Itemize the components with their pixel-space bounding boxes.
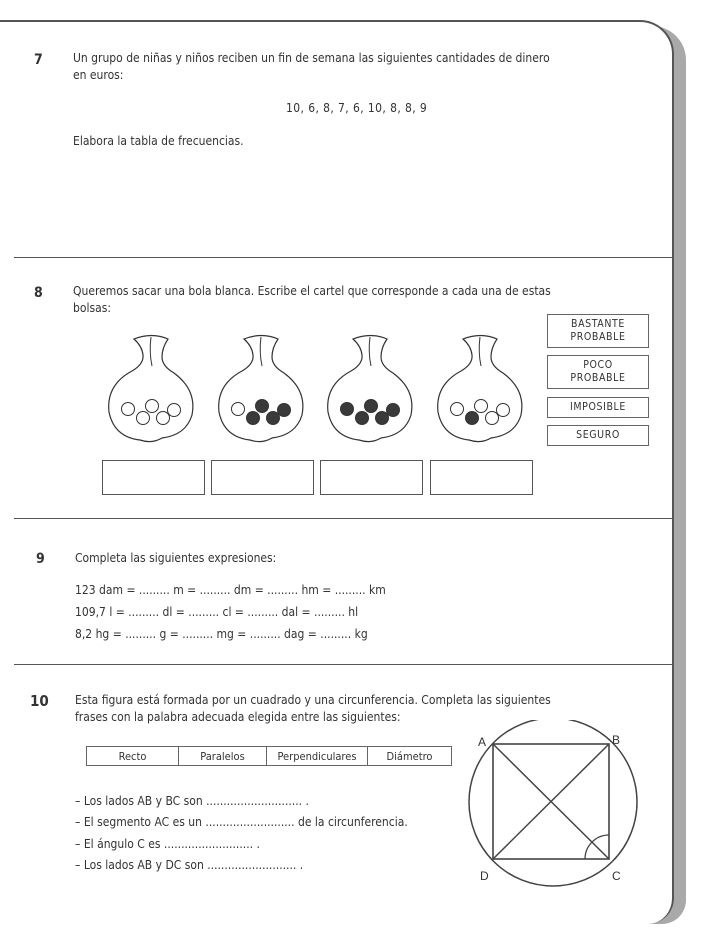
answer-box-1[interactable] [102,460,205,495]
bag-outline [328,336,412,442]
expression-row-3: 8,2 hg = ......... g = ......... mg = ......... dag = ......... kg [75,627,368,641]
vertex-label-c: C [612,869,621,883]
black-ball [247,412,260,425]
bag-fold [479,337,481,366]
sentence-4: – Los lados AB y DC son .......................... . [75,858,304,872]
bag-4 [438,336,522,442]
word-diametro[interactable]: Diámetro [368,747,452,766]
word-choices-table [86,746,452,766]
expression-row-2: 109,7 l = ......... dl = ......... cl = ......... dal = ......... hl [75,605,359,619]
bag-outline [219,336,303,442]
word-paralelos[interactable]: Paralelos [179,747,267,766]
section-divider [14,664,672,665]
sentence-1: – Los lados AB y BC son ............................ . [75,794,309,808]
sentence-3: – El ángulo C es .......................... . [75,837,260,851]
white-ball [137,412,150,425]
question-text-line1: Queremos sacar una bola blanca. Escribe el cartel que corresponde a cada una de estas [73,284,551,298]
question-number: 10 [30,692,49,710]
section-divider [14,518,672,519]
label-poco-probable[interactable] [547,355,649,389]
answer-box-3[interactable] [320,460,423,495]
instruction: Elabora la tabla de frecuencias. [73,134,244,148]
black-ball [387,404,400,417]
white-ball [232,403,245,416]
black-ball [466,412,479,425]
black-ball [256,400,269,413]
bag-fold [260,337,262,366]
white-ball [497,404,510,417]
bag-2 [219,336,303,442]
bag-fold [369,337,371,366]
question-text-line2: en euros: [73,68,124,82]
black-ball [278,404,291,417]
answer-box-4[interactable] [430,460,533,495]
white-ball [122,403,135,416]
word-recto[interactable]: Recto [87,747,179,766]
square-circle-figure [460,720,640,890]
vertex-label-d: D [480,869,489,883]
bag-fold [150,337,152,366]
black-ball [267,412,280,425]
label-line: IMPOSIBLE [570,401,626,413]
white-ball [168,404,181,417]
white-ball [157,412,170,425]
question-text-line1: Un grupo de niñas y niños reciben un fin de semana las siguientes cantidades de dinero [73,51,550,65]
black-ball [341,403,354,416]
question-number: 7 [34,52,43,68]
label-line: BASTANTE [571,318,625,330]
label-seguro[interactable] [547,425,649,446]
instruction: Completa las siguientes expresiones: [75,551,277,565]
question-text-line2: frases con la palabra adecuada elegida entre las siguientes: [75,710,401,724]
question-number: 9 [36,551,45,567]
word-perpendiculares[interactable]: Perpendiculares [267,747,368,766]
bag-outline [109,336,193,442]
white-ball [146,400,159,413]
bag-outline [438,336,522,442]
black-ball [376,412,389,425]
black-ball [365,400,378,413]
white-ball [451,403,464,416]
bag-1 [109,336,193,442]
label-line: SEGURO [576,429,620,441]
white-ball [486,412,499,425]
sentence-2: – El segmento AC es un .......................... de la circunferencia. [75,815,408,829]
label-bastante-probable[interactable] [547,314,649,348]
question-text-line1: Esta figura está formada por un cuadrado y una circunferencia. Completa las siguientes [75,693,551,707]
label-line: PROBABLE [570,331,626,343]
white-ball [475,400,488,413]
label-line: PROBABLE [570,372,626,384]
vertex-label-b: B [612,733,621,747]
vertex-label-a: A [478,735,487,749]
label-line: POCO [583,359,613,371]
question-text-line2: bolsas: [73,301,111,315]
answer-box-2[interactable] [211,460,314,495]
question-number: 8 [34,285,43,301]
black-ball [356,412,369,425]
expression-row-1: 123 dam = ......... m = ......... dm = ......... hm = ......... km [75,583,386,597]
bag-3 [328,336,412,442]
label-imposible[interactable] [547,397,649,418]
data-values: 10, 6, 8, 7, 6, 10, 8, 8, 9 [286,101,428,115]
